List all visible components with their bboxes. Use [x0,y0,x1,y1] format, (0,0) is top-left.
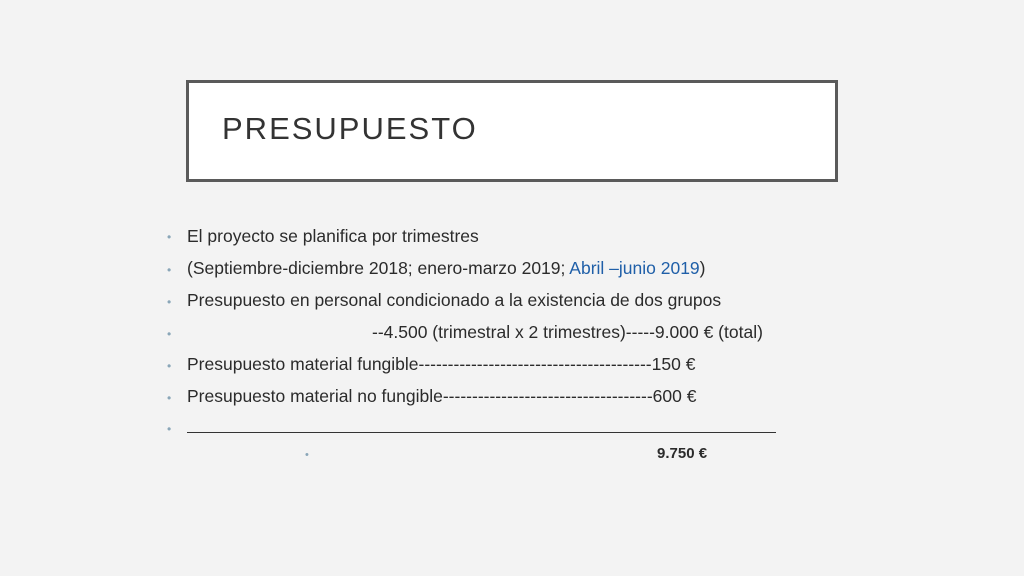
bullet-dot: • [305,449,309,461]
bullet-dot: • [167,327,172,341]
bullet-dot: • [167,422,172,436]
bullet-item-2 [187,258,706,279]
bullet-item-5: Presupuesto material fungible----------------------------------------150 € [187,354,696,374]
bullet-dot: • [167,230,172,244]
bullet-item-3: Presupuesto en personal condicionado a la existencia de dos grupos [187,290,722,310]
bullet-dot: • [167,263,172,277]
bullet-dot: • [167,359,172,373]
slide-title: PRESUPUESTO [222,111,478,146]
bullet-item-2-highlight: Abril –junio 2019 [569,258,700,278]
bullet-item-1: El proyecto se planifica por trimestres [187,226,479,246]
bullet-item-6: Presupuesto material no fungible------------------------------------600 € [187,386,697,406]
bullet-dot: • [167,295,172,309]
bullet-item-2-end: ) [699,258,706,278]
bullet-item-4: --4.500 (trimestral x 2 trimestres)-----9.000 € (total) [372,322,763,342]
total-underline [187,432,776,433]
bullet-dot: • [167,391,172,405]
bullet-item-2-text: (Septiembre-diciembre 2018; enero-marzo 2019; [187,258,570,278]
total-amount: 9.750 € [657,445,708,462]
